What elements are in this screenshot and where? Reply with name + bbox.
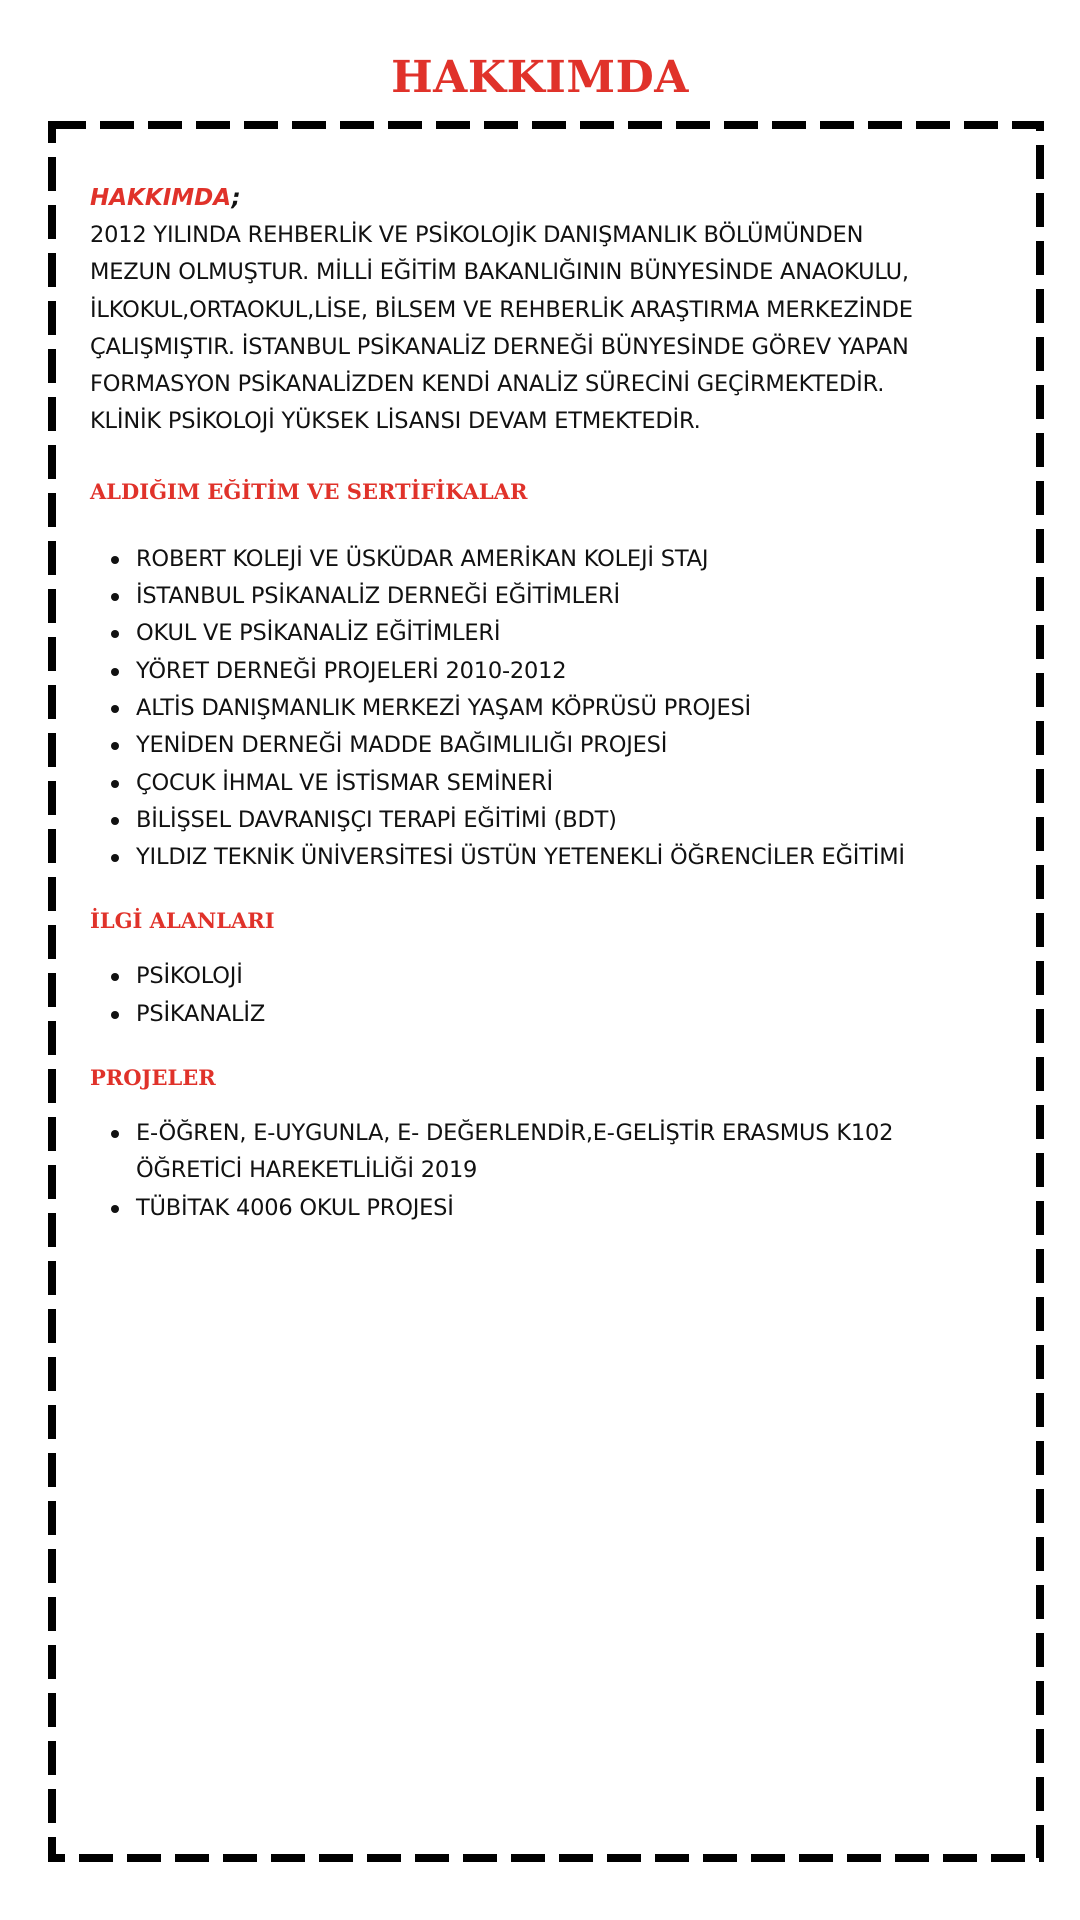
- bullet-icon: [111, 742, 119, 750]
- bullet-icon: [111, 1011, 119, 1019]
- intro-heading-suffix: ;: [231, 185, 241, 211]
- list-item: [90, 802, 1020, 839]
- list-item: [90, 541, 1020, 578]
- list-item: [90, 958, 1020, 995]
- intro-line: ÇALIŞMIŞTIR. İSTANBUL PSİKANALİZ DERNEĞİ BÜNYESİNDE GÖREV YAPAN: [90, 333, 909, 360]
- list-item-text: ALTİS DANIŞMANLIK MERKEZİ YAŞAM KÖPRÜSÜ PROJESİ: [136, 694, 751, 721]
- list-item-text: YILDIZ TEKNİK ÜNİVERSİTESİ ÜSTÜN YETENEKLİ ÖĞRENCİLER EĞİTİMİ: [136, 844, 905, 871]
- list-item: [90, 1115, 1020, 1190]
- list-item-text: İSTANBUL PSİKANALİZ DERNEĞİ EĞİTİMLERİ: [136, 583, 620, 610]
- bullet-icon: [111, 1130, 119, 1138]
- bullet-icon: [111, 556, 119, 564]
- intro-line: MEZUN OLMUŞTUR. MİLLİ EĞİTİM BAKANLIĞININ BÜNYESİNDE ANAOKULU,: [90, 259, 909, 286]
- section-heading-education: ALDIĞIM EĞİTİM VE SERTİFİKALAR: [90, 478, 528, 504]
- intro-paragraph: [90, 217, 1020, 441]
- bullet-icon: [111, 668, 119, 676]
- list-item-text: ÇOCUK İHMAL VE İSTİSMAR SEMİNERİ: [136, 769, 553, 796]
- list-item-text: ROBERT KOLEJİ VE ÜSKÜDAR AMERİKAN KOLEJİ STAJ: [136, 545, 709, 572]
- intro-line: İLKOKUL,ORTAOKUL,LİSE, BİLSEM VE REHBERLİK ARAŞTIRMA MERKEZİNDE: [90, 296, 913, 323]
- page-title: HAKKIMDA: [391, 52, 689, 103]
- intro-line: FORMASYON PSİKANALİZDEN KENDİ ANALİZ SÜRECİNİ GEÇİRMEKTEDİR.: [90, 371, 885, 398]
- list-item-text-continuation: ÖĞRETİCİ HAREKETLİLİĞİ 2019: [136, 1157, 478, 1184]
- list-item: [90, 1190, 1020, 1227]
- list-item: [90, 765, 1020, 802]
- list-item-text: YENİDEN DERNEĞİ MADDE BAĞIMLILIĞI PROJESİ: [136, 732, 668, 759]
- education-list: [90, 541, 1020, 877]
- about-content: [90, 180, 1020, 1227]
- section-heading-projects: PROJELER: [90, 1065, 216, 1091]
- bullet-icon: [111, 705, 119, 713]
- list-item-text: BİLİŞSEL DAVRANIŞÇI TERAPİ EĞİTİMİ (BDT): [136, 806, 617, 833]
- list-item: [90, 996, 1020, 1033]
- list-item-text: YÖRET DERNEĞİ PROJELERİ 2010-2012: [136, 657, 567, 684]
- list-item: [90, 839, 1020, 876]
- intro-line: KLİNİK PSİKOLOJİ YÜKSEK LİSANSI DEVAM ETMEKTEDİR.: [90, 408, 701, 435]
- bullet-icon: [111, 854, 119, 862]
- bullet-icon: [111, 630, 119, 638]
- list-item: [90, 653, 1020, 690]
- list-item: [90, 690, 1020, 727]
- list-item: [90, 578, 1020, 615]
- list-item: [90, 727, 1020, 764]
- bullet-icon: [111, 817, 119, 825]
- bullet-icon: [111, 973, 119, 981]
- interests-list: [90, 958, 1020, 1033]
- list-item-text: PSİKOLOJİ: [136, 963, 243, 990]
- intro-heading: [90, 180, 1020, 217]
- intro-line: 2012 YILINDA REHBERLİK VE PSİKOLOJİK DANIŞMANLIK BÖLÜMÜNDEN: [90, 222, 864, 248]
- list-item: [90, 615, 1020, 652]
- bullet-icon: [111, 780, 119, 788]
- section-heading-interests: İLGİ ALANLARI: [90, 908, 275, 934]
- list-item-text: OKUL VE PSİKANALİZ EĞİTİMLERİ: [136, 620, 501, 647]
- projects-list: [90, 1115, 1020, 1227]
- list-item-text: E-ÖĞREN, E-UYGUNLA, E- DEĞERLENDİR,E-GELİŞTİR ERASMUS K102: [136, 1120, 894, 1147]
- bullet-icon: [111, 593, 119, 601]
- intro-heading-text: HAKKIMDA: [90, 185, 232, 211]
- bullet-icon: [111, 1205, 119, 1213]
- list-item-text: PSİKANALİZ: [136, 1000, 266, 1027]
- list-item-text: TÜBİTAK 4006 OKUL PROJESİ: [136, 1194, 454, 1221]
